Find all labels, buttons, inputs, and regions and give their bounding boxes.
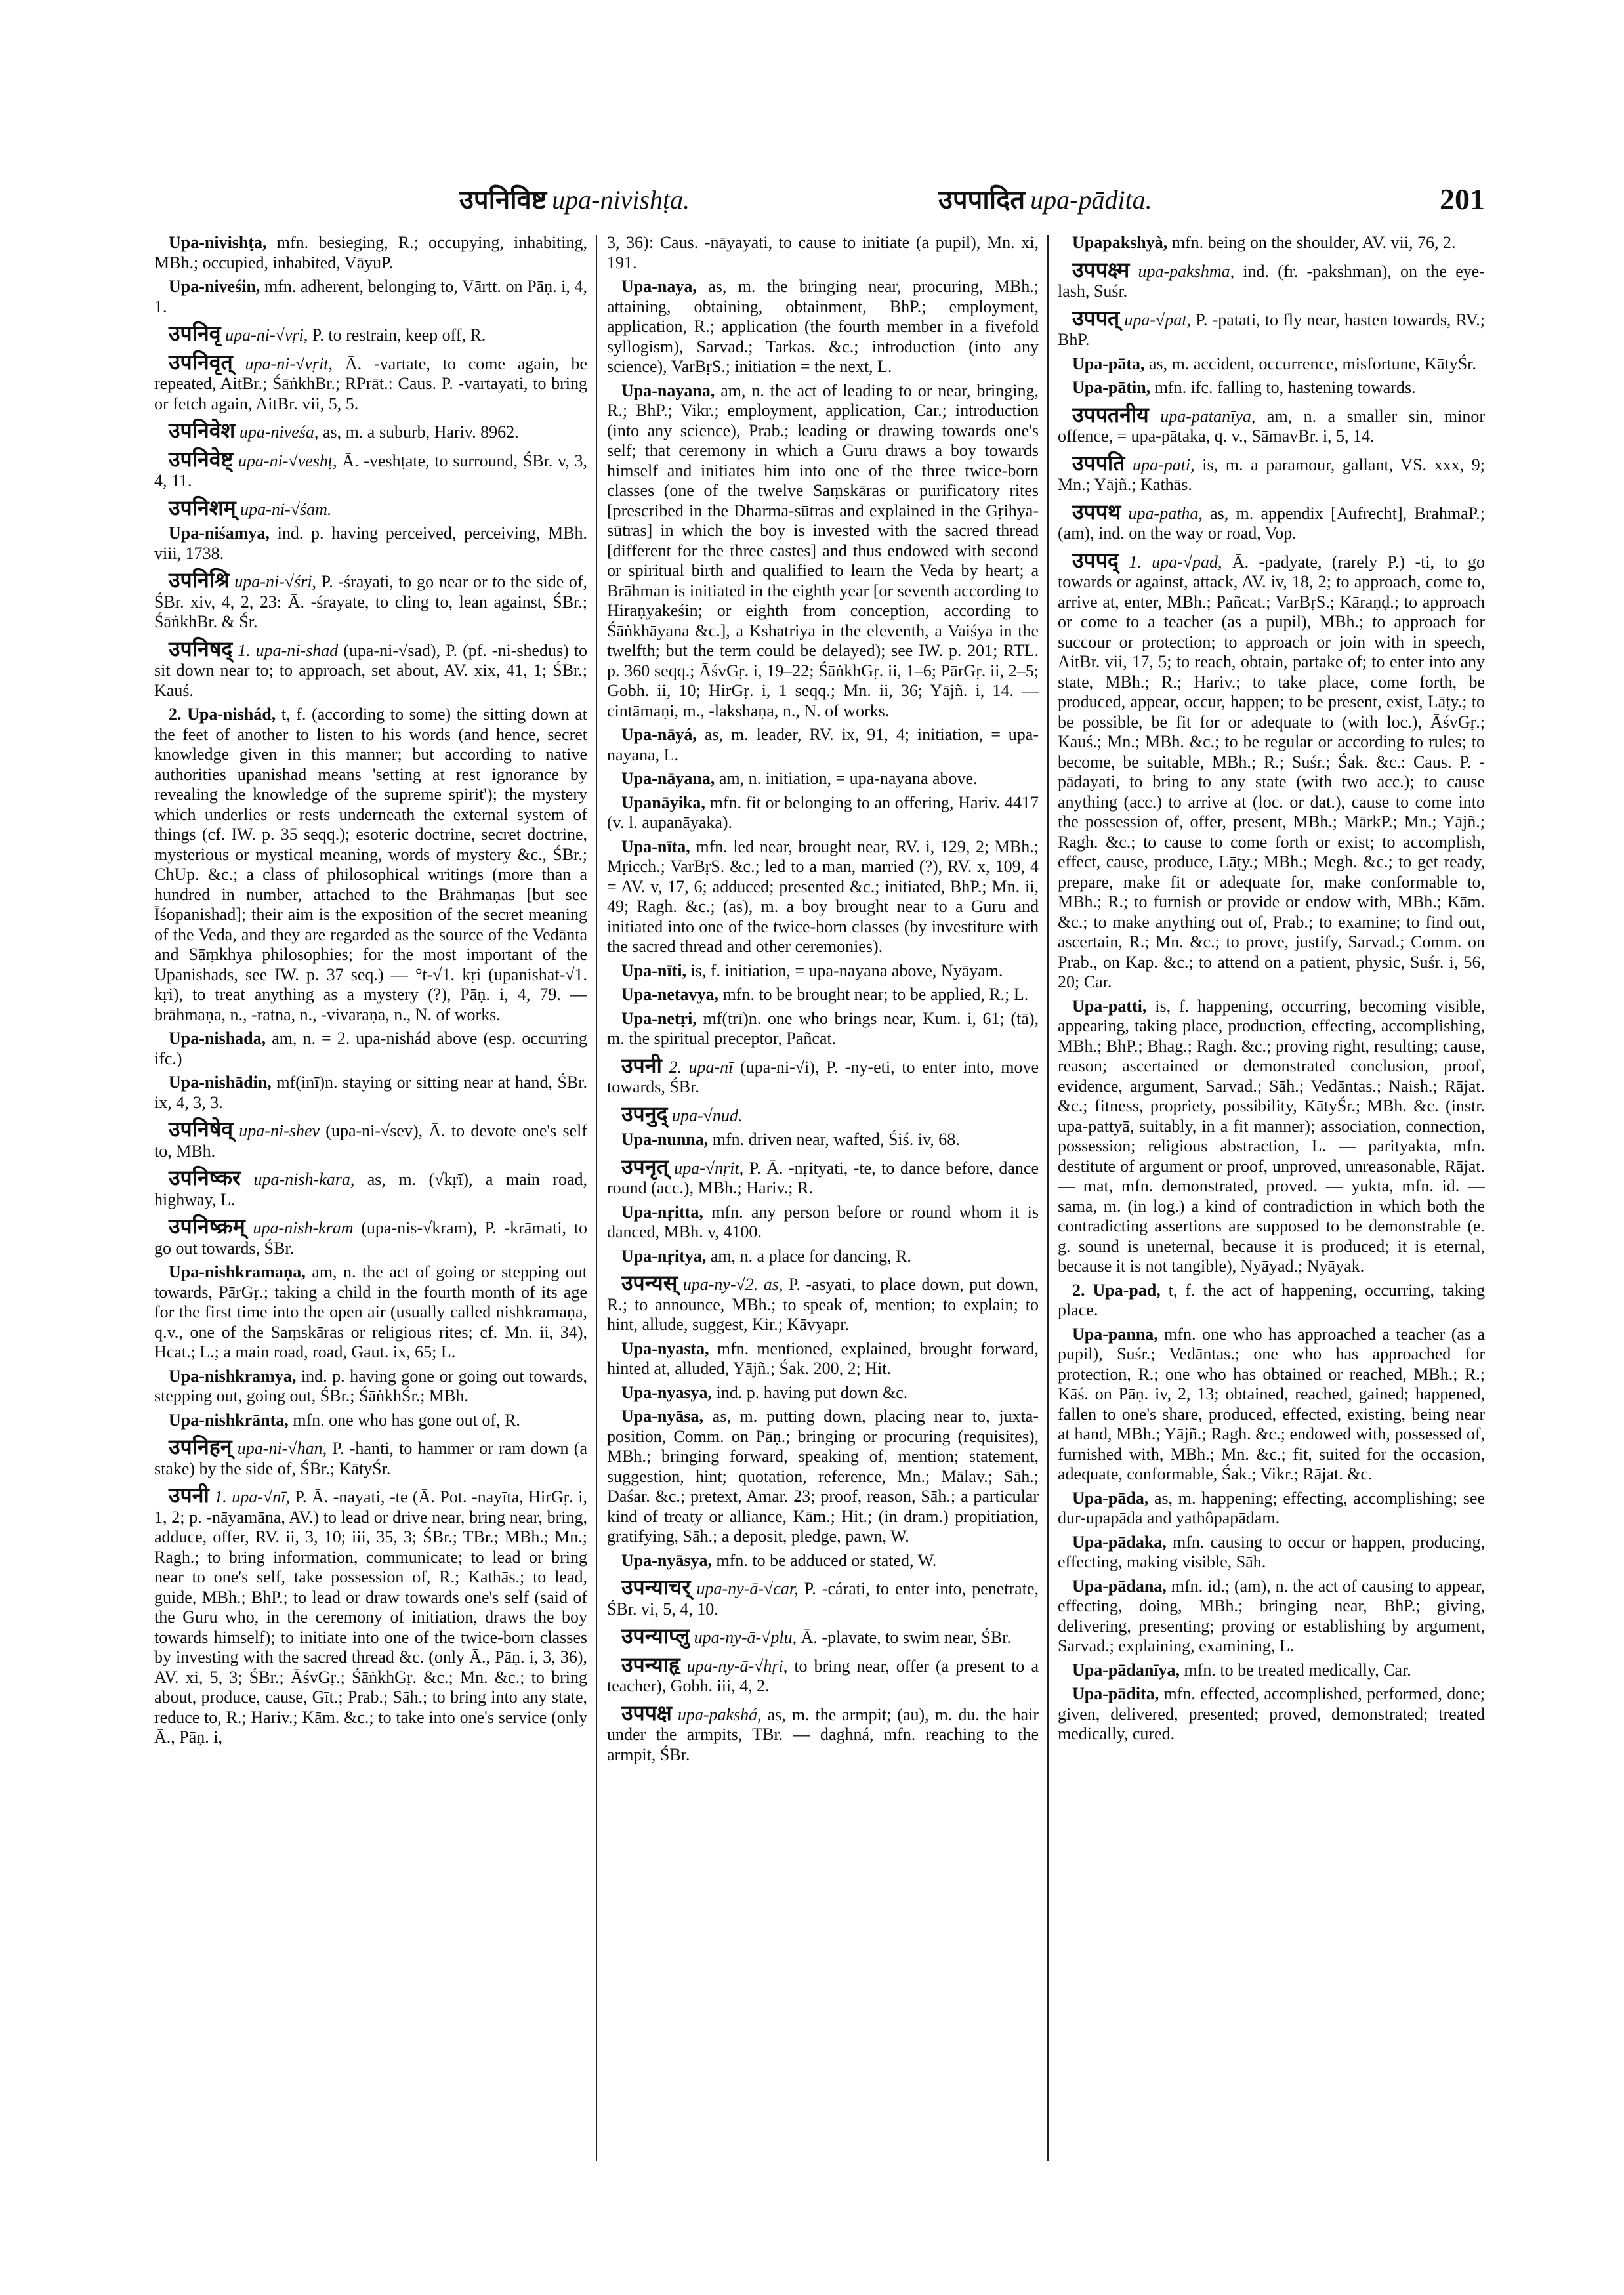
dictionary-entry [154,449,587,491]
dictionary-entry [154,524,587,564]
dictionary-entry [607,1551,1039,1571]
dictionary-entry [607,837,1039,957]
entry-definition: mfn. driven near, wafted, Śiś. iv, 68. [708,1130,960,1149]
entry-definition: P. -hanti, to hammer or ram down (a stake) by the side of, ŚBr.; KātyŚr. [154,1439,587,1478]
entry-transliteration: upa-ni-√han, [232,1439,327,1458]
dictionary-entry [607,725,1039,765]
entry-transliteration: upa-ny-√2. as, [677,1275,783,1294]
entry-definition: mfn. led near, brought near, RV. i, 129, 2; MBh.; Mṛicch.; VarBṛS. &c.; led to a man, married (?), RV. x, 109, 4 = AV. v, 17, 6; adduced; presented &c.; initiated, BhP.; Mn. ii, 49; Ragh. &c.; (as), m. a boy brought near to a Guru and initiated into one of the twice-born classes (by investiture with the sacred thread and other ceremonies). [607,837,1039,956]
entry-headword: Upa-niveśin, [169,277,260,296]
entry-definition: as, m. leader, RV. ix, 91, 4; initiation, = upa-nayana, L. [607,725,1039,764]
entry-headword: Upa-naya, [621,277,697,296]
entry-devanagari-headword: उपपद् [1072,548,1119,572]
entry-transliteration: upa-pati, [1125,455,1195,474]
dictionary-entry [154,1168,587,1210]
entry-devanagari-headword: उपन्याप्लु [621,1624,690,1647]
entry-definition: (upa-ni-√i), P. -ny-eti, to enter into, move towards, ŚBr. [607,1057,1039,1096]
entry-definition: P. Ā. -nayati, -te (Ā. Pot. -nayīta, HirGṛ. i, 1, 2; p. -nāyamāna, AV.) to lead or drive near, bring near, bring, adduce, offer, RV. ii, 3, 10; iii, 35, 3; ŚBr.; TBr.; MBh.; Mn.; Ragh.; to bring information, communicate; to lead or bring near to one's self, take possession of, R.; Kathās.; to lead, guide, MBh.; BhP.; to lead or draw towards one's self (said of the Guru who, in the ceremony of initiation, draws the boy towards himself); to initiate into one of the twice-born classes by investing with the sacred thread &c. (only Ā., Pāṇ. i, 3, 36), AV. xi, 5, 3; ŚBr.; ĀśvGṛ.; ŚāṅkhGṛ. &c.; Mn. &c.; to bring about, produce, cause, Gīt.; Prab.; Sāh.; to bring into any state, reduce to, R.; Hariv.; Kām. &c.; to take into one's service (only Ā., Pāṇ. i, [154,1487,587,1747]
dictionary-entry [1058,354,1485,375]
entry-definition: mfn. being on the shoulder, AV. vii, 76, 2. [1167,233,1456,252]
dictionary-entry [1058,1281,1485,1321]
entry-definition: mfn. any person before or round whom it is danced, MBh. v, 4100. [607,1202,1039,1241]
entry-definition: as, m. (√kṛī), a main road, highway, L. [154,1170,587,1209]
entry-transliteration: upa-pakshá, [671,1705,762,1724]
dictionary-entry [607,1273,1039,1335]
dictionary-entry [154,277,587,317]
entry-definition: t, f. (according to some) the sitting down at the feet of another to listen to his words (and hence, secret knowledge given in this manner; but according to native authorities upanishad means 'setting at rest ignorance by revealing the knowledge of the supreme spirit'); the mystery which underlies or rests underneath the external system of things (cf. IW. p. 35 seqq.); esoteric doctrine, secret doctrine, mysterious or mystical meaning, words of mystery &c., ŚBr.; ChUp. &c.; a class of philosophical writings (more than a hundred in number, attached to the Brāhmaṇas [but see Īśopanishad]; their aim is the exposition of the secret meaning of the Veda, and they are regarded as the source of the Vedānta and Sāṃkhya philosophies; for the most important of the Upanishads, see IW. p. 37 seq.) — °t-√1. kṛi (upanishat-√1. kṛi), to treat anything as a mystery (?), Pāṇ. i, 4, 79. — brāhmaṇa, n., -ratna, n., -vivaraṇa, n., N. of works. [154,705,587,1024]
dictionary-entry [1058,1325,1485,1485]
dictionary-entry [1058,1533,1485,1573]
dictionary-entry [154,1485,587,1748]
entry-headword: Upa-netavya, [621,985,719,1004]
entry-definition: am, n. a smaller sin, minor offence, = upa-pātaka, q. v., SāmavBr. i, 5, 14. [1058,406,1485,445]
entry-definition: mfn. effected, accomplished, performed, done; given, delivered, presented; proved, demonstrated; treated medically, cured. [1058,1684,1485,1743]
dictionary-entry [1058,499,1485,544]
dictionary-entry [1058,1489,1485,1529]
entry-definition: mfn. to be treated medically, Car. [1180,1660,1411,1680]
entry-headword: Upa-nīti, [621,961,686,980]
entry-definition: (upa-ni-√sev), Ā. to devote one's self to, MBh. [154,1121,587,1161]
dictionary-entry [607,1130,1039,1150]
dictionary-entry [154,1119,587,1161]
entry-definition: P. -cárati, to enter into, penetrate, ŚBr. vi, 5, 4, 10. [607,1579,1039,1619]
entry-definition: is, f. initiation, = upa-nayana above, Nyāyam. [686,961,1003,980]
entry-definition: Ā. -vartate, to come again, be repeated, AitBr.; ŚāṅkhBr.; RPrāt.: Caus. P. -vartayati, to bring or fetch again, AitBr. vii, 5, 5. [154,354,587,413]
entry-headword: Upa-pādanīya, [1072,1660,1180,1680]
dictionary-entry [1058,453,1485,495]
dictionary-entry [607,1626,1039,1648]
column-3 [1058,233,1485,2168]
entry-definition: P. -patati, to fly near, hasten towards, RV.; BhP. [1058,310,1485,349]
entry-definition: mfn. adherent, belonging to, Vārtt. on Pāṇ. i, 4, 1. [154,277,587,316]
entry-headword: Upa-pātin, [1072,378,1151,397]
entry-transliteration: upa-niveśa, [235,423,319,442]
column-divider [1047,235,1049,2161]
dictionary-entry [607,1104,1039,1127]
entry-definition: as, m. the bringing near, procuring, MBh.; attaining, obtaining, obtainment, BhP.; employment, application, R.; application (the fourth member in a fivefold syllogism), Sarvad.; Tarkas. &c.; introduction (into any science), VarBṛS.; initiation = the next, L. [607,277,1039,376]
dictionary-entry [154,352,587,415]
entry-transliteration: 1. upa-√pad, [1118,552,1222,571]
entry-definition: ind. p. having put down &c. [711,1382,908,1402]
dictionary-entry [154,1367,587,1407]
entry-definition: mfn. one who has approached a teacher (as a pupil), Suśr.; Vedāntas.; one who has approached for protection, R.; one who has obtained or reached, MBh.; R.; Kāś. on Pāṇ. iv, 2, 13; obtained, reached, gained; happened, fallen to one's share, produced, effected, existing, being near at hand, MBh.; Yājñ.; Ragh. &c.; endowed with, possessed of, furnished with, MBh.; Mn. &c.; fit, suited for the occasion, adequate, conformable, Śak.; Vikr.; Rājat. &c. [1058,1324,1485,1483]
entry-definition: mfn. to be brought near; to be applied, R.; L. [718,985,1029,1004]
dictionary-entry [154,495,587,520]
entry-transliteration: upa-patanīya, [1148,406,1256,426]
right-catchword-devanagari: उपपादित [938,185,1026,215]
entry-devanagari-headword: उपनिशम् [169,495,236,520]
dictionary-entry [154,570,587,632]
entry-headword: 2. Upa-nishád, [169,705,276,724]
entry-definition: mf(trī)n. one who brings near, Kum. i, 61; (tā), m. the spiritual preceptor, Pañcat. [607,1008,1039,1048]
dictionary-entry [154,636,587,701]
entry-definition: am, n. initiation, = upa-nayana above. [715,769,978,788]
entry-devanagari-headword: उपपथ [1072,499,1121,524]
entry-definition: mfn. mentioned, explained, brought forward, hinted at, alluded, Yājñ.; Śak. 200, 2; Hit. [607,1338,1039,1378]
entry-definition: am, n. = 2. upa-nishád above (esp. occurring ifc.) [154,1029,587,1068]
entry-transliteration: upa-√pat, [1119,310,1192,329]
entry-transliteration: 1. upa-√nī, [209,1487,290,1506]
entry-definition: am, n. a place for dancing, R. [706,1246,911,1266]
dictionary-entry [154,1216,587,1258]
entry-definition: to bring near, offer (a present to a teacher), Gobh. iii, 4, 2. [607,1656,1039,1695]
entry-devanagari-headword: उपनिषेव् [169,1117,234,1141]
entry-headword: Upa-nyāsya, [621,1550,712,1570]
entry-headword: Upa-panna, [1072,1324,1158,1344]
entry-definition: P. to restrain, keep off, R. [308,325,486,344]
entry-headword: Upa-niśamya, [169,524,270,543]
entry-headword: Upa-patti, [1072,996,1147,1016]
right-catchword-translit: upa-pādita. [1030,185,1152,215]
dictionary-entry [154,1262,587,1363]
right-catchword [938,180,1152,217]
entry-definition: as, m. appendix [Aufrecht], BrahmaP.; (am), ind. on the way or road, Vop. [1058,503,1485,543]
dictionary-entry [154,1029,587,1069]
dictionary-entry [607,233,1039,273]
entry-definition: ind. p. having gone or going out towards, stepping out, going out, ŚBr.; ŚāṅkhŚr.; MBh. [154,1366,587,1405]
dictionary-entry [154,1411,587,1431]
entry-headword: Upa-pādaka, [1072,1532,1167,1552]
dictionary-entry [607,1577,1039,1619]
dictionary-entry [154,233,587,273]
dictionary-entry [1058,257,1485,302]
dictionary-entry [1058,997,1485,1277]
dictionary-entry [607,961,1039,982]
entry-headword: Upa-pādana, [1072,1576,1167,1596]
entry-headword: Upa-nyāsa, [621,1407,703,1426]
entry-definition: Ā. -veshṭate, to surround, ŚBr. v, 3, 4, 11. [154,451,587,490]
entry-headword: Upa-netṛi, [621,1008,697,1028]
entry-headword: Upa-pāta, [1072,354,1145,373]
entry-transliteration: upa-ni-√śri, [229,572,317,591]
entry-transliteration: upa-ny-ā-√hṛi, [680,1656,788,1676]
dictionary-entry [607,1652,1039,1697]
entry-definition: t, f. the act of happening, occurring, taking place. [1058,1280,1485,1319]
entry-devanagari-headword: उपनिवेश [169,419,236,442]
entry-headword: Upa-nivishṭa, [169,233,267,252]
entry-headword: Upa-nāyá, [621,725,697,744]
entry-devanagari-headword: उपनी [169,1483,209,1507]
entry-transliteration: upa-ni-√vṛit, [232,354,333,373]
entry-definition: (upa-ni-√sad), P. (pf. -ni-shedus) to sit down near to; to approach, set about, AV. xix, 41, 1; ŚBr.; Kauś. [154,640,587,700]
dictionary-entry [607,1339,1039,1379]
dictionary-entry [1058,378,1485,398]
entry-definition: mfn. besieging, R.; occupying, inhabiting, MBh.; occupied, inhabited, VāyuP. [154,233,587,272]
column-2 [607,233,1039,2168]
dictionary-entry [607,1703,1039,1766]
entry-headword: Upa-nāyana, [621,769,715,788]
dictionary-entry [154,323,587,346]
entry-definition: mfn. fit or belonging to an offering, Hariv. 4417 (v. l. aupanāyaka). [607,793,1039,832]
entry-definition: mfn. id.; (am), n. the act of causing to appear, effecting, doing, MBh.; bringing near, BhP.; giving, delivering, presenting; proving or establishing by argument, Sarvad.; explaining, examining, L. [1058,1576,1485,1655]
entry-headword: Upa-nishkramya, [169,1366,297,1386]
entry-transliteration: upa-ny-ā-√car, [690,1579,799,1598]
dictionary-entry [607,1053,1039,1098]
entry-definition: ind. p. having perceived, perceiving, MBh. viii, 1738. [154,524,587,563]
entry-definition: P. -śrayati, to go near or to the side of, ŚBr. xiv, 4, 2, 23: Ā. -śrayate, to cling to, lean against, ŚBr.; ŚāṅkhBr. & Śr. [154,572,587,631]
entry-definition: as, m. putting down, placing near to, juxta-position, Comm. on Pāṇ.; bringing or procuring (requisites), MBh.; bringing forward, speaking of, mention; statement, suggestion, hint; quotation, reference, Mn.; Mālav.; Sāh.; Daśar. &c.; pretext, Amar. 23; proof, reason, Sāh.; a particular kind of treaty or alliance, Kām.; Hit.; (in dram.) propitiation, gratifying, Sāh.; a deposit, pledge, pawn, W. [607,1407,1039,1546]
dictionary-entry [1058,1684,1485,1745]
dictionary-entry [607,277,1039,377]
dictionary-entry [154,421,587,443]
entry-transliteration: upa-√nud. [667,1106,743,1125]
dictionary-entry [1058,1577,1485,1657]
entry-headword: Upapakshyà, [1072,233,1168,252]
entry-headword: Upa-nishkramaṇa, [169,1262,306,1281]
column-1 [154,233,587,2168]
dictionary-entry [154,1073,587,1113]
dictionary-entry [607,1383,1039,1403]
entry-transliteration: 2. upa-nī [661,1057,734,1077]
entry-devanagari-headword: उपनिहन् [169,1435,232,1458]
entry-headword: Upa-nyasta, [621,1338,709,1358]
entry-headword: Upa-nayana, [621,381,715,400]
entry-devanagari-headword: उपनिवेष्ट् [169,447,234,471]
entry-devanagari-headword: उपन्याहृ [621,1652,680,1676]
dictionary-entry [1058,308,1485,350]
dictionary-entry [1058,402,1485,447]
entry-headword: Upa-nṛitta, [621,1202,703,1222]
dictionary-entry [1058,550,1485,993]
page-number: 201 [1440,182,1485,216]
entry-devanagari-headword: उपनिषद् [169,636,233,661]
entry-devanagari-headword: उपनिष्क्रम् [169,1214,245,1238]
entry-devanagari-headword: उपनिवृत् [169,350,233,374]
dictionary-entry [607,381,1039,722]
entry-definition: am, n. the act of leading to or near, bringing, R.; BhP.; Vikr.; employment, application, Car.; introduction (into any science), Prab.; leading or drawing towards one's self; that ceremony in which a Guru draws a boy towards himself and initiates him into one of the three twice-born classes (one of the twelve Saṃskāras or purificatory rites [prescribed in the Dharma-sūtras and explained in the Gṛihya-sūtras] in which the boy is invested with the sacred thread [different for the three castes] and thus endowed with second or spiritual birth and qualified to learn the Veda by heart; a Brāhman is initiated in the eighth year [or seventh according to Hiraṇyakeśin; or eighth from conception, according to Śāṅkhāyana &c.], a Kshatriya in the eleventh, a Vaiśya in the twelfth; but the term could be delayed); see IW. p. 201; RTL. p. 360 seqq.; ĀśvGṛ. i, 19–22; ŚāṅkhGṛ. ii, 1–6; PārGṛ. ii, 2–5; Gobh. ii, 10; HirGṛ. i, 1 seqq.; Mn. ii, 36; Yājñ. i, 14. — cintāmaṇi, m., -lakshaṇa, n., N. of works. [607,381,1039,720]
entry-definition: 3, 36): Caus. -nāyayati, to cause to initiate (a pupil), Mn. xi, 191. [607,233,1039,272]
entry-definition: is, f. happening, occurring, becoming visible, appearing, taking place, production, effecting, accomplishing, MBh.; BhP.; Bhag.; Ragh. &c.; proving right, resulting; cause, reason; ascertained or demonstrated conclusion, proof, evidence, argument, Sarvad.; Sāh.; Vedāntas.; Naish.; Rājat. &c.; fitness, propriety, possibility, KātyŚr.; MBh. &c. (instr. upa-pattyā, suitably, in a fit manner); association, connection, possession; religious abstraction, L. — parityakta, mfn. destitute of argument or proof, unproved, unreasonable, Rājat. — mat, mfn. demonstrated, proved. — yukta, mfn. id. — sama, m. (in log.) a kind of contradiction in which both the contradicting assertions are supposed to be demonstrable (e. g. sound is uneternal, because it is produced; it is eternal, because it is not tangible), Nyāyad.; Nyāyak. [1058,996,1485,1275]
entry-definition: as, m. accident, occurrence, misfortune, KātyŚr. [1144,354,1476,373]
entry-headword: Upa-nunna, [621,1130,709,1149]
entry-devanagari-headword: उपनिश्रि [169,568,230,592]
dictionary-entry [154,1437,587,1479]
entry-devanagari-headword: उपन्यस् [621,1271,678,1294]
entry-definition: as, m. a suburb, Hariv. 8962. [318,423,519,442]
dictionary-entry [607,1154,1039,1199]
entry-definition: Ā. -plavate, to swim near, ŚBr. [797,1628,1011,1647]
dictionary-entry [154,705,587,1025]
entry-transliteration: upa-nish-kram [245,1218,354,1237]
entry-definition: P. Ā. -nṛityati, -te, to dance before, dance round (acc.), MBh.; Hariv.; R. [607,1158,1039,1197]
entry-definition: as, m. happening; effecting, accomplishing; see dur-upapāda and yathôpapādam. [1058,1488,1485,1527]
dictionary-entry [1058,233,1485,253]
dictionary-entry [607,769,1039,789]
left-catchword-devanagari: उपनिविष्ट [459,185,547,215]
left-catchword-translit: upa-nivishṭa. [552,185,690,215]
entry-definition: am, n. the act of going or stepping out towards, PārGṛ.; taking a child in the fourth month of its age for the first time into the open air (usually called nishkramaṇa, q.v., one of the Saṃskāras or religious rites; cf. Mn. ii, 34), Hcat.; L.; a main road, road, Gaut. ix, 65; L. [154,1262,587,1361]
entry-headword: Upanāyika, [621,793,705,812]
entry-headword: Upa-nyasya, [621,1382,712,1402]
entry-devanagari-headword: उपन्याचर् [621,1575,691,1599]
entry-headword: Upa-pādita, [1072,1684,1159,1703]
dictionary-entry [607,985,1039,1005]
dictionary-entry [607,1203,1039,1243]
entry-definition: P. -asyati, to place down, put down, R.; to announce, MBh.; to speak of, mention; to explain; to hint, allude, suggest, Kir.; Kāvyapr. [607,1275,1039,1334]
dictionary-entry [607,1009,1039,1049]
entry-transliteration: upa-pakshma, [1129,261,1235,281]
entry-definition: ind. (fr. -pakshman), on the eye-lash, Suśr. [1058,261,1485,300]
running-header [154,177,1485,217]
dictionary-entry [607,1247,1039,1267]
entry-headword: Upa-nishada, [169,1029,266,1048]
entry-devanagari-headword: उपपत् [1072,306,1120,330]
entry-transliteration: upa-nish-kara, [241,1170,355,1189]
entry-definition: is, m. a paramour, gallant, VS. xxx, 9; Mn.; Yājñ.; Kathās. [1058,455,1485,494]
entry-transliteration: upa-ni-√veshṭ, [233,451,337,470]
entry-devanagari-headword: उपपक्ष [621,1701,672,1725]
entry-devanagari-headword: उपपतनीय [1072,402,1149,426]
entry-devanagari-headword: उपनुद् [621,1102,668,1126]
entry-devanagari-headword: उपनृत् [621,1154,669,1178]
entry-transliteration: upa-patha, [1121,503,1203,523]
column-divider [596,235,597,2161]
entry-definition: mfn. ifc. falling to, hastening towards. [1150,378,1416,397]
dictionary-entry [607,1407,1039,1547]
dictionary-entry [607,793,1039,833]
entry-headword: Upa-nīta, [621,837,690,856]
entry-transliteration: upa-ni-√vṛi, [220,325,308,344]
entry-headword: 2. Upa-pad, [1072,1280,1161,1300]
entry-definition: as, m. the armpit; (au), m. du. the hair under the armpits, TBr. — daghná, mfn. reaching to the armpit, ŚBr. [607,1705,1039,1764]
entry-devanagari-headword: उपनी [621,1053,662,1077]
entry-definition: Ā. -padyate, (rarely P.) -ti, to go towards or against, attack, AV. iv, 18, 2; to approach, come to, arrive at, enter, MBh.; Pañcat.; VarBṛS.; Kāraṇḍ.; to approach or come to a teacher (as a pupil), MBh.; to approach for succour or protection; to approach or join with in speech, AitBr. vii, 17, 5; to reach, obtain, partake of; to enter into any state, MBh.; R.; Hariv.; to take place, come forth, be produced, appear, occur, happen; to be present, exist, Lāṭy.; to be possible, be fit for or adequate to (with loc.), ĀśvGṛ.; Kauś.; Mn.; MBh. &c.; to be regular or according to rules; to become, be suitable, MBh.; R.; Suśr.; Śak. &c.: Caus. P. -pādayati, to bring to any state (with two acc.); to cause anything (acc.) to arrive at (loc. or dat.), cause to come into the possession of, offer, present, MBh.; MārkP.; Mn.; Yājñ.; Ragh. &c.; to cause to come forth or exist; to accomplish, effect, cause, produce, Lāṭy.; MBh.; Megh. &c.; to get ready, prepare, make fit or adequate for, make conformable to, MBh.; R.; to furnish or provide or endow with, MBh.; Kām. &c.; to make anything out of, Prab.; to examine; to find out, ascertain, R.; Mn. &c.; to prove, justify, Sarvad.; Comm. on Prab., on Kap. &c.; to attend on a patient, physic, Suśr. i, 56, 20; Car. [1058,552,1485,991]
entry-transliteration: upa-ni-shev [233,1121,320,1140]
entry-devanagari-headword: उपनिवृ [169,321,221,345]
entry-definition: mf(inī)n. staying or sitting near at hand, ŚBr. ix, 4, 3, 3. [154,1073,587,1112]
entry-headword: Upa-nishkrānta, [169,1410,289,1430]
entry-headword: Upa-nṛitya, [621,1246,707,1266]
entry-definition: mfn. to be adduced or stated, W. [711,1550,937,1570]
entry-definition: mfn. causing to occur or happen, producing, effecting, making visible, Sāh. [1058,1532,1485,1571]
entry-headword: Upa-nishādin, [169,1073,272,1092]
entry-transliteration: upa-ny-ā-√plu, [690,1628,797,1647]
entry-definition: mfn. one who has gone out of, R. [288,1410,520,1430]
entry-devanagari-headword: उपपक्ष्म [1072,257,1130,281]
entry-devanagari-headword: उपपति [1072,451,1125,475]
left-catchword [459,180,690,217]
entry-headword: Upa-pāda, [1072,1488,1149,1508]
entry-transliteration: upa-ni-√śam. [236,499,332,519]
entry-devanagari-headword: उपनिष्कर [169,1166,241,1189]
entry-transliteration: 1. upa-ni-shad [232,640,339,660]
entry-definition: (upa-nis-√kram), P. -krāmati, to go out towards, ŚBr. [154,1218,587,1258]
dictionary-entry [1058,1661,1485,1681]
entry-transliteration: upa-√nṛit, [668,1158,744,1178]
